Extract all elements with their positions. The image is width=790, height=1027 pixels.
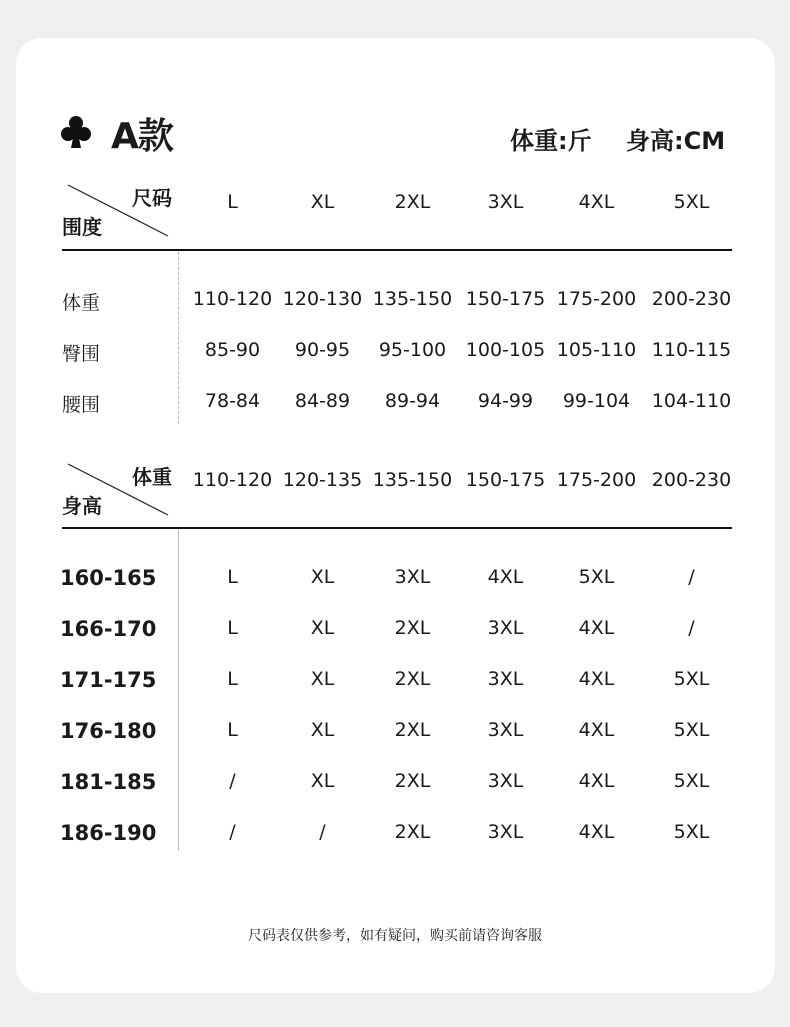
table2-column-header: 110-120 [192, 469, 273, 491]
table1-column-header: 3XL [487, 191, 524, 213]
table1-row-label: 体重 [62, 292, 101, 314]
table2-cell: XL [310, 719, 335, 741]
table2-cell: 2XL [394, 770, 431, 792]
table2-cell: XL [310, 566, 335, 588]
table2-column-header: 120-135 [282, 469, 363, 491]
table2-cell: 4XL [578, 668, 615, 690]
table2-column-header: 200-230 [651, 469, 732, 491]
table2-cell: L [227, 719, 238, 741]
table2-cell: / [229, 821, 236, 843]
table2-header-divider [62, 527, 732, 529]
table2-cell: L [227, 668, 238, 690]
table2-cell: / [319, 821, 326, 843]
club-icon [61, 115, 91, 149]
table1-header-divider [62, 249, 732, 251]
table2-cell: 4XL [578, 821, 615, 843]
table2-cell: 3XL [487, 821, 524, 843]
table1-cell: 135-150 [372, 288, 453, 310]
table1-cell: 90-95 [294, 339, 351, 361]
table2-corner-bottom-label: 身高 [62, 494, 102, 518]
table1-cell: 78-84 [204, 390, 261, 412]
table2-cell: 5XL [673, 770, 710, 792]
table2-cell: 3XL [487, 668, 524, 690]
table2-row-label: 181-185 [60, 770, 157, 794]
table2-row-label: 176-180 [60, 719, 157, 743]
table2-cell: XL [310, 617, 335, 639]
table2-corner-top-label: 体重 [132, 465, 172, 489]
table2-row-divider [178, 530, 179, 851]
model-title: A款 [111, 116, 173, 157]
table2-cell: / [688, 566, 695, 588]
table1-corner-top-label: 尺码 [132, 186, 172, 210]
table1-column-header: 4XL [578, 191, 615, 213]
table2-cell: XL [310, 770, 335, 792]
table2-cell: 5XL [673, 719, 710, 741]
table2-cell: L [227, 617, 238, 639]
table2-cell: 2XL [394, 617, 431, 639]
disclaimer-note: 尺码表仅供参考，如有疑问，购买前请咨询客服 [248, 928, 542, 944]
table2-column-header: 175-200 [556, 469, 637, 491]
table1-column-header: XL [310, 191, 335, 213]
table2-cell: 3XL [487, 617, 524, 639]
table1-column-header: 5XL [673, 191, 710, 213]
table1-column-header: 2XL [394, 191, 431, 213]
table2-cell: XL [310, 668, 335, 690]
table2-cell: L [227, 566, 238, 588]
table1-cell: 105-110 [556, 339, 637, 361]
table2-cell: 3XL [394, 566, 431, 588]
weight-unit-label: 体重:斤 [510, 127, 592, 155]
table2-cell: 4XL [578, 719, 615, 741]
table2-row-label: 166-170 [60, 617, 157, 641]
table1-cell: 84-89 [294, 390, 351, 412]
table1-cell: 100-105 [465, 339, 546, 361]
height-unit-label: 身高:CM [626, 127, 726, 155]
table2-cell: 4XL [578, 770, 615, 792]
table1-cell: 200-230 [651, 288, 732, 310]
table2-row-label: 160-165 [60, 566, 157, 590]
table1-row-label: 腰围 [62, 394, 101, 416]
table1-cell: 120-130 [282, 288, 363, 310]
table1-cell: 110-120 [192, 288, 273, 310]
table2-cell: 2XL [394, 668, 431, 690]
table1-cell: 94-99 [477, 390, 534, 412]
table1-cell: 85-90 [204, 339, 261, 361]
table2-cell: / [229, 770, 236, 792]
table2-row-label: 171-175 [60, 668, 157, 692]
table2-cell: 5XL [673, 668, 710, 690]
table2-column-header: 135-150 [372, 469, 453, 491]
table1-column-header: L [227, 191, 238, 213]
table1-cell: 150-175 [465, 288, 546, 310]
table2-cell: 2XL [394, 821, 431, 843]
table1-cell: 175-200 [556, 288, 637, 310]
table1-cell: 99-104 [562, 390, 631, 412]
table1-corner-header [62, 180, 172, 240]
table2-cell: / [688, 617, 695, 639]
table1-cell: 89-94 [384, 390, 441, 412]
table2-corner-header [62, 459, 172, 519]
table1-cell: 104-110 [651, 390, 732, 412]
table2-cell: 5XL [673, 821, 710, 843]
table2-cell: 4XL [578, 617, 615, 639]
table1-row-divider [178, 252, 179, 424]
table1-corner-bottom-label: 围度 [62, 215, 102, 239]
table2-cell: 3XL [487, 719, 524, 741]
table1-cell: 95-100 [378, 339, 447, 361]
table2-cell: 3XL [487, 770, 524, 792]
table2-cell: 2XL [394, 719, 431, 741]
table2-cell: 5XL [578, 566, 615, 588]
table2-row-label: 186-190 [60, 821, 157, 845]
table2-column-header: 150-175 [465, 469, 546, 491]
table1-cell: 110-115 [651, 339, 732, 361]
table1-row-label: 臀围 [62, 343, 101, 365]
table2-cell: 4XL [487, 566, 524, 588]
